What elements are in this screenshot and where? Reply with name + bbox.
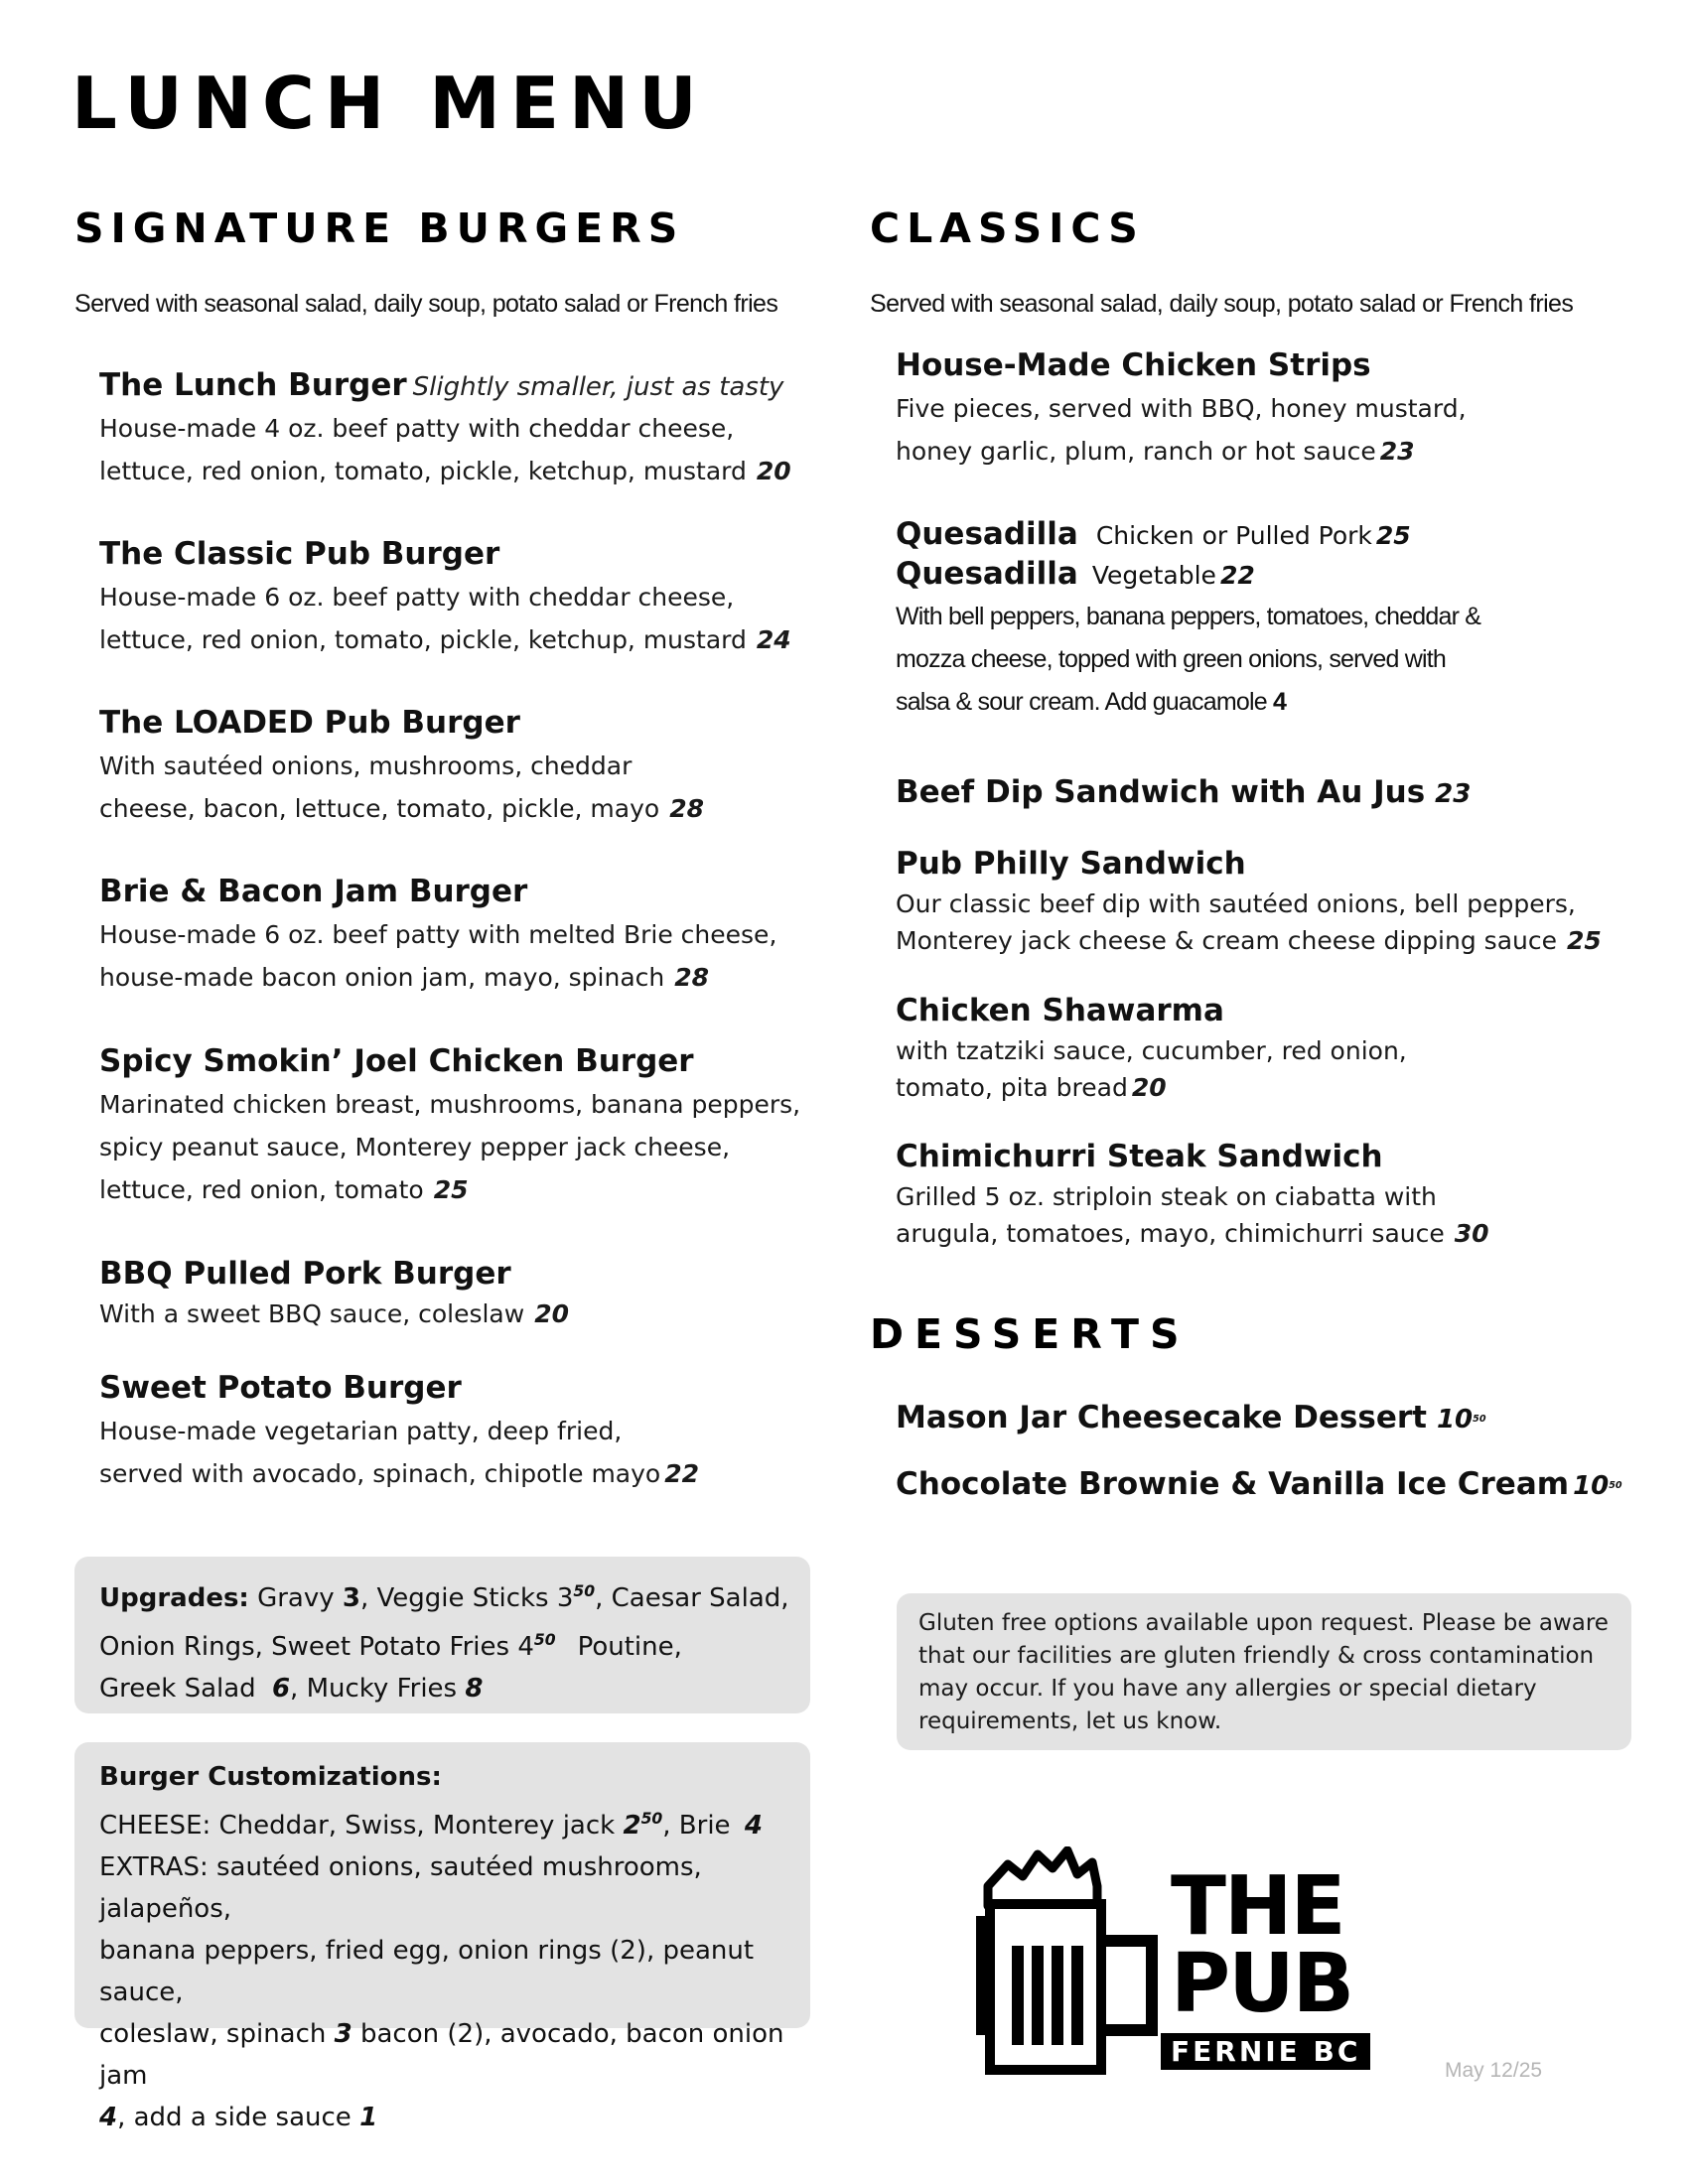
classics-heading: CLASSICS — [870, 205, 1145, 252]
upgrade-price: 8 — [465, 1674, 484, 1705]
menu-item-pub-philly — [896, 846, 1602, 959]
gluten-notice-line: Gluten free options available upon request. Please be aware — [918, 1610, 1609, 1636]
item-desc-line: With bell peppers, banana peppers, tomatoes, cheddar & — [896, 603, 1481, 630]
item-price: 10 — [1436, 1405, 1474, 1434]
upgrade-poutine: Poutine, — [577, 1632, 682, 1663]
item-option: Vegetable — [1091, 561, 1216, 590]
customizations-box — [74, 1742, 810, 2133]
signature-served-note: Served with seasonal salad, daily soup, potato salad or French fries — [74, 290, 778, 318]
item-name: The LOADED Pub Burger — [99, 705, 520, 741]
item-desc-line: honey garlic, plum, ranch or hot sauce — [896, 437, 1376, 466]
menu-item-beef-dip — [896, 774, 1471, 810]
item-desc-line: mozza cheese, topped with green onions, served with — [896, 645, 1446, 673]
item-desc-line: Grilled 5 oz. striploin steak on ciabatta with — [896, 1182, 1437, 1211]
item-desc-line: Our classic beef dip with sautéed onions, bell peppers, — [896, 889, 1576, 918]
item-price: 22 — [1219, 561, 1255, 590]
upgrade-price-cents: 50 — [533, 1631, 556, 1650]
menu-item-brie-bacon-jam-burger — [99, 874, 776, 999]
menu-item-chicken-strips — [896, 347, 1467, 473]
extras-line: bacon (2), avocado, bacon onion jam — [99, 2019, 784, 2092]
brie-price: 4 — [744, 1811, 763, 1842]
menu-item-lunch-burger — [99, 367, 791, 492]
item-price: 25 — [1566, 926, 1602, 955]
item-name: BBQ Pulled Pork Burger — [99, 1256, 511, 1292]
item-price: 28 — [674, 963, 710, 992]
page-title: LUNCH MENU — [71, 62, 707, 145]
upgrade-price: 6 — [271, 1674, 291, 1705]
item-name: Quesadilla — [896, 516, 1078, 552]
item-price: 25 — [1375, 521, 1411, 550]
extras-line: EXTRAS: sautéed onions, sautéed mushrooms, jalapeños, — [99, 1852, 702, 1925]
item-price: 24 — [756, 625, 791, 654]
item-desc-line: With a sweet BBQ sauce, coleslaw — [99, 1299, 525, 1328]
item-desc-line: House-made 4 oz. beef patty with cheddar cheese, — [99, 414, 735, 443]
upgrade-price: 3 — [556, 1583, 574, 1614]
item-price-cents: 50 — [1473, 1413, 1486, 1425]
cheese-options: CHEESE: Cheddar, Swiss, Monterey jack — [99, 1811, 624, 1842]
upgrade-mucky-fries: , Mucky Fries — [290, 1674, 466, 1705]
item-price-cents: 50 — [1609, 1479, 1622, 1491]
cheese-price: 2 — [623, 1811, 641, 1842]
item-price: 20 — [756, 457, 791, 485]
logo-wordmark — [1171, 1859, 1353, 2031]
item-price: 28 — [669, 794, 704, 823]
item-price: 22 — [664, 1459, 700, 1488]
item-name: The Classic Pub Burger — [99, 536, 500, 572]
item-name: Chicken Shawarma — [896, 993, 1224, 1028]
cheese-price-cents: 50 — [640, 1810, 663, 1828]
item-price: 23 — [1379, 437, 1415, 466]
gluten-notice-line: requirements, let us know. — [918, 1708, 1222, 1734]
item-price: 10 — [1573, 1471, 1610, 1501]
item-price: 25 — [433, 1175, 469, 1204]
the-pub-logo — [968, 1846, 1415, 2085]
item-desc-line: lettuce, red onion, tomato — [99, 1175, 424, 1204]
upgrade-price: 3 — [342, 1583, 360, 1614]
menu-item-cheesecake — [896, 1400, 1486, 1435]
item-desc-line: house-made bacon onion jam, mayo, spinach — [99, 963, 665, 992]
item-desc-line: arugula, tomatoes, mayo, chimichurri sauce — [896, 1219, 1445, 1248]
menu-item-chimichurri-steak — [896, 1139, 1489, 1252]
upgrade-rings-fries: Onion Rings, Sweet Potato Fries — [99, 1632, 518, 1663]
item-desc-line: Five pieces, served with BBQ, honey mustard, — [896, 394, 1467, 423]
item-desc-line: With sautéed onions, mushrooms, cheddar — [99, 751, 633, 780]
item-desc-line: Marinated chicken breast, mushrooms, banana peppers, — [99, 1090, 801, 1119]
item-desc-line: Monterey jack cheese & cream cheese dipping sauce — [896, 926, 1557, 955]
item-name: Chocolate Brownie & Vanilla Ice Cream — [896, 1466, 1570, 1502]
item-name: The Lunch Burger — [99, 367, 407, 403]
upgrade-price-cents: 50 — [573, 1582, 596, 1600]
logo-line-pub: PUB — [1171, 1937, 1353, 2031]
upgrade-greek-salad: Greek Salad — [99, 1674, 264, 1705]
upgrade-veggie-sticks: , Veggie Sticks — [360, 1583, 557, 1614]
menu-item-chicken-shawarma — [896, 993, 1407, 1106]
item-desc-line: House-made 6 oz. beef patty with cheddar cheese, — [99, 583, 735, 612]
extras-price: 3 — [334, 2019, 352, 2050]
item-desc-line: lettuce, red onion, tomato, pickle, ketchup, mustard — [99, 625, 747, 654]
item-name: Chimichurri Steak Sandwich — [896, 1139, 1383, 1174]
extras-price: 4 — [99, 2103, 118, 2133]
upgrade-caesar: , Caesar Salad, — [595, 1583, 789, 1614]
extras-line: coleslaw, spinach — [99, 2019, 335, 2050]
desserts-heading: DESSERTS — [870, 1310, 1191, 1358]
item-name: Pub Philly Sandwich — [896, 846, 1246, 882]
item-desc-line: served with avocado, spinach, chipotle mayo — [99, 1459, 661, 1488]
signature-burgers-heading: SIGNATURE BURGERS — [74, 205, 685, 252]
item-price: 23 — [1435, 779, 1472, 809]
item-name: Spicy Smokin’ Joel Chicken Burger — [99, 1043, 694, 1079]
item-name: Mason Jar Cheesecake Dessert — [896, 1400, 1427, 1435]
extras-price: 1 — [359, 2103, 378, 2133]
item-name: Brie & Bacon Jam Burger — [99, 874, 528, 909]
item-desc-line: spicy peanut sauce, Monterey pepper jack cheese, — [99, 1133, 731, 1161]
menu-item-sweet-potato-burger — [99, 1370, 699, 1495]
logo-line-the: THE — [1171, 1859, 1344, 1954]
customizations-label: Burger Customizations: — [99, 1762, 442, 1792]
upgrade-price: 4 — [517, 1632, 534, 1663]
item-name: Beef Dip Sandwich with Au Jus — [896, 774, 1426, 810]
upgrades-box — [74, 1557, 810, 1713]
item-price: 20 — [1131, 1073, 1167, 1102]
menu-item-classic-pub-burger — [99, 536, 791, 661]
menu-item-loaded-pub-burger — [99, 705, 704, 830]
item-name: House-Made Chicken Strips — [896, 347, 1371, 383]
beer-mug-icon — [968, 1846, 1167, 2085]
item-desc-line: cheese, bacon, lettuce, tomato, pickle, mayo — [99, 794, 660, 823]
item-desc-line: with tzatziki sauce, cucumber, red onion, — [896, 1036, 1407, 1065]
print-date: May 12/25 — [1445, 2059, 1543, 2082]
classics-served-note: Served with seasonal salad, daily soup, potato salad or French fries — [870, 290, 1574, 318]
item-name: Sweet Potato Burger — [99, 1370, 462, 1406]
upgrades-label: Upgrades: — [99, 1583, 249, 1614]
extras-line: , add a side sauce — [117, 2103, 360, 2133]
item-desc-line: tomato, pita bread — [896, 1073, 1128, 1102]
item-desc-line: lettuce, red onion, tomato, pickle, ketchup, mustard — [99, 457, 747, 485]
item-desc-line: salsa & sour cream. Add guacamole — [896, 688, 1267, 716]
logo-location: FERNIE BC — [1161, 2033, 1370, 2070]
guac-price: 4 — [1272, 688, 1287, 716]
extras-line: banana peppers, fried egg, onion rings (2), peanut sauce, — [99, 1936, 755, 2008]
menu-item-spicy-chicken-burger — [99, 1043, 800, 1211]
gluten-notice-line: that our facilities are gluten friendly & cross contamination — [918, 1643, 1595, 1669]
menu-item-brownie — [896, 1466, 1622, 1502]
item-tagline: Slightly smaller, just as tasty — [412, 372, 784, 402]
item-price: 30 — [1454, 1219, 1489, 1248]
item-price: 20 — [534, 1299, 569, 1328]
menu-item-quesadilla — [896, 516, 1480, 724]
gluten-notice-line: may occur. If you have any allergies or special dietary — [918, 1676, 1537, 1702]
item-desc-line: House-made vegetarian patty, deep fried, — [99, 1417, 623, 1445]
item-name: Quesadilla — [896, 556, 1078, 592]
item-option: Chicken or Pulled Pork — [1095, 521, 1372, 550]
upgrade-gravy: Gravy — [248, 1583, 343, 1614]
gluten-notice-box — [897, 1593, 1631, 1750]
item-desc-line: House-made 6 oz. beef patty with melted Brie cheese, — [99, 920, 777, 949]
brie-option: , Brie — [662, 1811, 739, 1842]
menu-item-bbq-pulled-pork-burger — [99, 1256, 569, 1332]
